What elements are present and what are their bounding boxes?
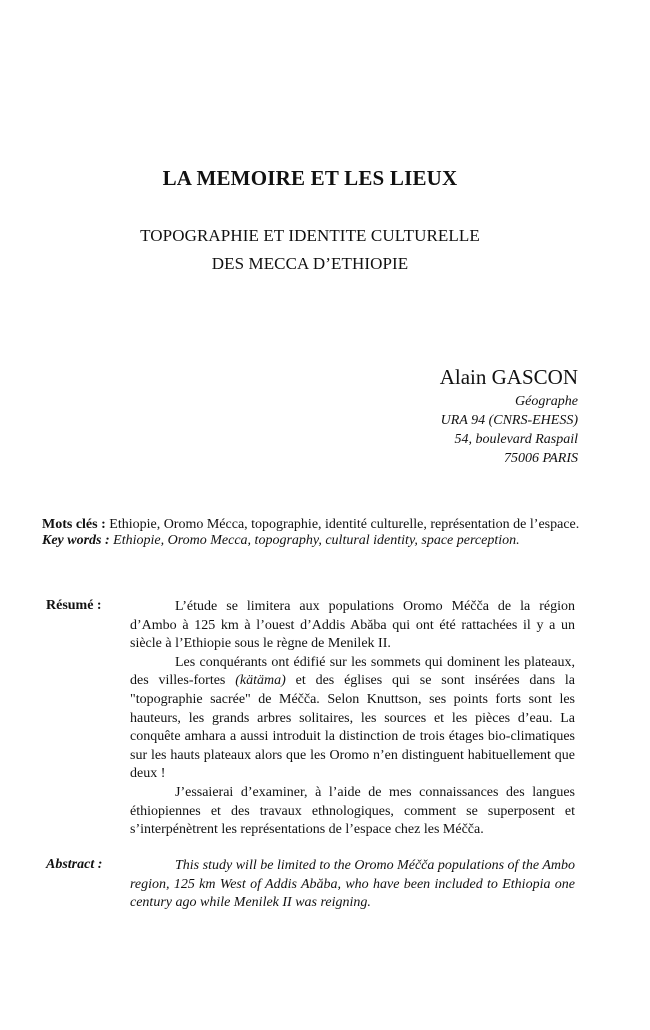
- resume-paragraph-2: [130, 654, 575, 784]
- resume-paragraph-1: L’étude se limitera aux populations Oromo Méčča de la région d’Ambo à 125 km à l’ouest d’Addis Abăba qui ont été rattachées il y a un siècle à l’Ethiopie sous le règne de Menilek II.: [130, 599, 575, 652]
- abstract-body: [130, 857, 575, 913]
- author-role: Géographe: [515, 394, 578, 409]
- author-lab: URA 94 (CNRS-EHESS): [440, 413, 578, 428]
- article-subtitle-line-2: DES MECCA D’ETHIOPIE: [211, 254, 409, 273]
- keywords-section: [42, 517, 582, 549]
- keywords-french: [42, 517, 582, 533]
- abstract-label: Abstract :: [46, 857, 103, 872]
- article-subtitle-line-1: TOPOGRAPHIE ET IDENTITE CULTURELLE: [140, 226, 480, 245]
- keywords-french-text: Ethiopie, Oromo Mécca, topographie, identité culturelle, représentation de l’espace.: [105, 517, 580, 532]
- keywords-english: [42, 533, 582, 549]
- resume-paragraph-2-term: (kätäma): [235, 673, 286, 689]
- author-address: 54, boulevard Raspail: [454, 432, 578, 447]
- abstract-paragraph: This study will be limited to the Oromo Méčča populations of the Ambo region, 125 km West of Addis Abăba, who have been included to Ethiopia one century ago while Menilek II was reigning.: [130, 858, 575, 911]
- resume-paragraph-2-start: Les conquérants ont édifié sur les sommets qui dominent les plateaux, des villes-fortes: [130, 654, 575, 689]
- resume-paragraph-2-end: et des églises qui se sont insérées dans la "topographie sacrée" de Méčča. Selon Knuttson, ses points forts sont les hauteurs, les grands arbres solitaires, les sources et les pièces d’eau. La conquête amhara a aussi introduit la distinction de trois étages bio-climatiques sur les hauts plateaux alors que les Oromo n’en distinguent habituellement que deux !: [130, 673, 576, 782]
- keywords-french-label: Mots clés :: [42, 517, 106, 532]
- article-title: LA MEMOIRE ET LES LIEUX: [162, 166, 458, 190]
- author-city: 75006 PARIS: [503, 451, 578, 466]
- author-name: Alain GASCON: [439, 365, 578, 389]
- resume-label: Résumé :: [46, 598, 102, 613]
- resume-body: [130, 598, 575, 840]
- author-block: [440, 364, 578, 468]
- resume-paragraph-3: J’essaierai d’examiner, à l’aide de mes connaissances des langues éthiopiennes et des travaux ethnologiques, comment se superposent et s’interpénètrent les représentations de l’espace chez les Méčča.: [130, 784, 575, 838]
- keywords-english-label: Key words :: [42, 533, 110, 548]
- keywords-english-text: Ethiopie, Oromo Mecca, topography, cultural identity, space perception.: [109, 533, 520, 548]
